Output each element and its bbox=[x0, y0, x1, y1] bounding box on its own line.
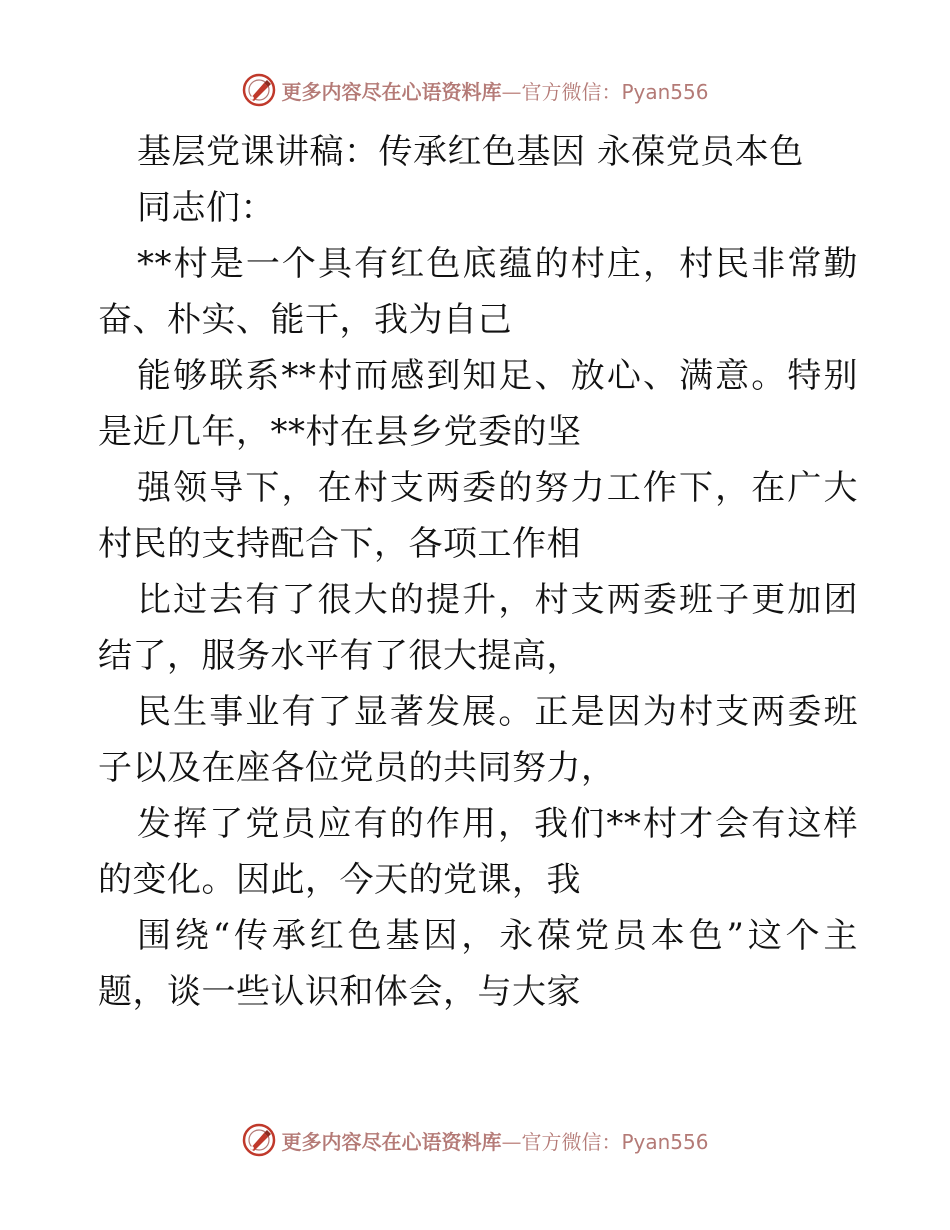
watermark-main-text: 更多内容尽在心语资料库 bbox=[281, 1129, 502, 1154]
watermark-separator: — bbox=[501, 79, 522, 104]
header-watermark-banner bbox=[0, 70, 950, 110]
paragraph: 强领导下，在村支两委的努力工作下，在广大村民的支持配合下，各项工作相 bbox=[98, 468, 858, 564]
paragraph: 民生事业有了显著发展。正是因为村支两委班子以及在座各位党员的共同努力， bbox=[98, 692, 858, 788]
paragraph: 发挥了党员应有的作用，我们**村才会有这样的变化。因此，今天的党课，我 bbox=[98, 804, 858, 900]
document-body bbox=[98, 124, 858, 1020]
watermark-wechat-label: 官方微信：Pyan556 bbox=[521, 1129, 709, 1154]
watermark-main-text: 更多内容尽在心语资料库 bbox=[281, 79, 502, 104]
footer-watermark-banner bbox=[0, 1120, 950, 1160]
salutation: 同志们： bbox=[137, 188, 275, 228]
watermark-text bbox=[281, 1126, 708, 1155]
pen-logo-icon bbox=[241, 72, 277, 108]
watermark-wechat-label: 官方微信：Pyan556 bbox=[521, 79, 709, 104]
document-title: 基层党课讲稿：传承红色基因 永葆党员本色 bbox=[137, 132, 804, 172]
paragraph: 能够联系**村而感到知足、放心、满意。特别是近几年，**村在县乡党委的坚 bbox=[98, 356, 858, 452]
paragraph: 比过去有了很大的提升，村支两委班子更加团结了，服务水平有了很大提高， bbox=[98, 580, 858, 676]
pen-logo-icon bbox=[241, 1122, 277, 1158]
paragraph: 围绕“传承红色基因，永葆党员本色”这个主题，谈一些认识和体会，与大家 bbox=[98, 916, 858, 1012]
paragraph: **村是一个具有红色底蕴的村庄，村民非常勤奋、朴实、能干，我为自己 bbox=[98, 244, 858, 340]
watermark-separator: — bbox=[501, 1129, 522, 1154]
watermark-text bbox=[281, 76, 708, 105]
